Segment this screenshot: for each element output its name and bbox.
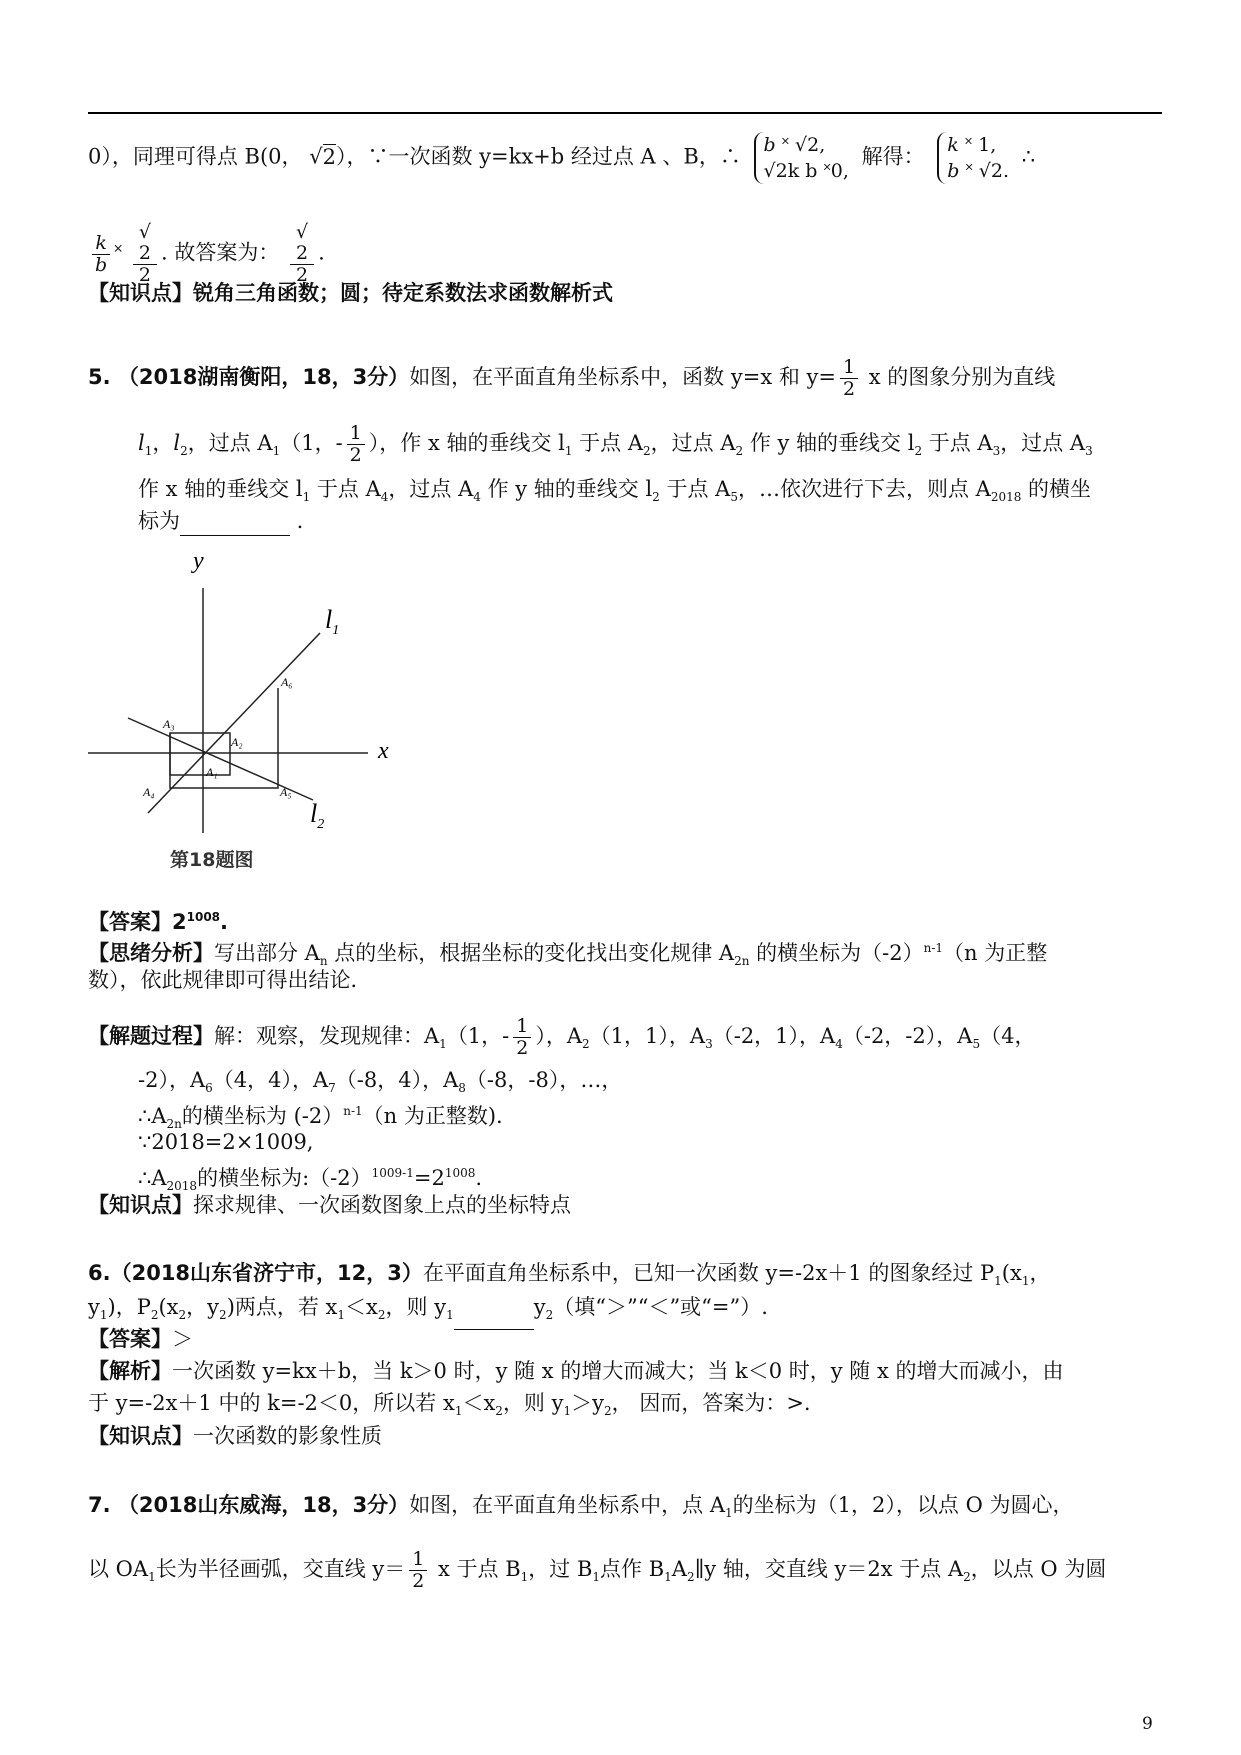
q5-line-3: 作 x 轴的垂线交 $l_1$ 于点 $A_4$，过点 $A_4$ 作 y 轴的垂线交 $l_2$ 于点 $A_5$，…依次进行下去，则点 $A_{2018}$ 的横坐 xyxy=(138,477,1092,505)
q5-figure xyxy=(88,548,398,878)
q5-line-4: 标为 . xyxy=(138,506,303,536)
q5-answer: 【答案】$2^{1008}$. xyxy=(88,910,229,934)
text: . 故答案为： xyxy=(160,240,280,265)
sqrt-value: 2 xyxy=(322,144,336,169)
label-a1: A₁ xyxy=(206,765,218,779)
fraction-k-b: $\frac{k}{b}$ xyxy=(92,233,110,276)
label-l1: $l_1$ xyxy=(325,605,340,638)
q6-explanation-2: 于 y=-2x＋1 中的 k=-2＜0，所以若 $x_1<x_2$，则 $y_1>y_2$， 因而，答案为：>. xyxy=(88,1391,811,1419)
question-heading: 7. （2018山东威海，18，3分） xyxy=(88,1493,410,1517)
coordinate-diagram xyxy=(88,548,398,878)
cont-knowledge-point: 【知识点】锐角三角函数；圆；待定系数法求函数解析式 xyxy=(88,281,613,305)
q7-line-1: 7. （2018山东威海，18，3分）如图，在平面直角坐标系中，点 $A_1$的坐标为（1，2），以点 O 为圆心， xyxy=(88,1493,1074,1521)
answer-blank[interactable] xyxy=(180,535,290,536)
q6-line-1: 6.（2018山东省济宁市，12，3）在平面直角坐标系中，已知一次函数 y=-2x＋1 的图象经过 $P_1(x_1$， xyxy=(88,1261,1051,1289)
q5-solution-5: $\therefore A_{2018}$的横坐标为$:(-2)^{1009-1}=2^{1008}$. xyxy=(138,1166,483,1194)
q6-answer: 【答案】＞ xyxy=(88,1327,193,1351)
text: 0），同理可得点 B(0， xyxy=(88,144,310,169)
equation-system-1: b ˟ √2, √2k b ˟0, xyxy=(754,132,849,184)
figure-caption: 第18题图 xyxy=(170,849,254,871)
label-y: y xyxy=(193,548,204,574)
q5-solution-3: $\therefore A_{2n}$的横坐标为 (-2）$^{n-1}$（n 为正整数). xyxy=(138,1104,503,1132)
text: 解得： xyxy=(861,144,925,169)
fraction-sqrt2-2: √ 2 2 xyxy=(133,222,157,286)
q5-line-1: 5. （2018湖南衡阳，18，3分）如图，在平面直角坐标系中，函数 y=x 和 y= $\frac{1}{2}$ x 的图象分别为直线 xyxy=(88,356,1056,400)
question-heading: 5. （2018湖南衡阳，18，3分） xyxy=(88,365,410,389)
square-a2-a3 xyxy=(170,733,230,775)
q5-line-2: $l_1$，$l_2$，过点 $A_1(1$，- $\frac{1}{2}$ ），作 x 轴的垂线交 $l_1$ 于点 $A_2$，过点 $A_2$ 作 y 轴的垂线交 $l_2$ 于点 $A_3$，过点 $A_3$ xyxy=(138,422,1093,466)
q5-knowledge-point: 【知识点】探求规律、一次函数图象上点的坐标特点 xyxy=(88,1193,571,1217)
question-heading: 6.（2018山东省济宁市，12，3） xyxy=(88,1261,423,1285)
label-a3: A₃ xyxy=(163,717,175,731)
q7-line-2: 以 $OA_1$长为半径画弧，交直线 y＝ $\frac{1}{2}$ x 于点 $B_1$，过 $B_1$点作 $B_1A_2\parallel y$ 轴，交直线 y＝2x 于点 $A_2$，以点 O 为圆 xyxy=(88,1548,1107,1592)
q6-line-2: $y_1$)，$P_2(x_2$，$y_2$)两点，若 $x_1<x_2$，则 $y_1$ $y_2$（填“＞”“＜”或“=”）. xyxy=(88,1292,768,1330)
label-l2: $l_2$ xyxy=(310,799,325,832)
answer-blank[interactable] xyxy=(454,1329,534,1330)
fraction-answer: √ 2 2 xyxy=(290,222,314,286)
text: ∴ xyxy=(1021,144,1036,169)
label-a4: A₄ xyxy=(143,785,155,799)
label-a2: A₂ xyxy=(231,735,243,749)
q5-analysis-1: 【思绪分析】写出部分 $A_n$ 点的坐标，根据坐标的变化找出变化规律 $A_{2n}$ 的横坐标为$(-2)^{n-1}(n$ 为正整 xyxy=(88,941,1048,969)
q5-solution-2: -2），$A_6(4$，4），$A_7(-8$，4），$A_8(-8$，-8），…， xyxy=(138,1068,623,1096)
text: ），∵一次函数 y=kx+b 经过点 A 、B，∴ xyxy=(335,144,741,169)
q6-knowledge-point: 【知识点】一次函数的影象性质 xyxy=(88,1424,382,1448)
page-number: 9 xyxy=(1142,1714,1153,1734)
label-a5: A₅ xyxy=(280,785,292,799)
label-a6: A₆ xyxy=(281,675,293,689)
q5-solution-4: ∵2018=2×1009, xyxy=(138,1130,314,1154)
q6-explanation-1: 【解析】一次函数 y=kx＋b，当 k＞0 时，y 随 x 的增大而减大；当 k＜0 时，y 随 x 的增大而减小，由 xyxy=(88,1359,1064,1383)
cont-line-1: 0），同理可得点 B(0， √2），∵一次函数 y=kx+b 经过点 A 、B，∴ b ˟ √2, √2k b ˟0, 解得： k ˟ 1, b ˟ √2. ∴ xyxy=(88,134,1036,182)
q5-solution-1: 【解题过程】解：观察，发现规律：$A_1(1$，- $\frac{1}{2}$ ），$A_2(1$，1），$A_3(-2$，1），$A_4(-2$，-2），$A_5(4$， xyxy=(88,1015,1036,1059)
q5-analysis-2: 数），依此规律即可得出结论． xyxy=(88,968,372,992)
equation-system-2: k ˟ 1, b ˟ √2. xyxy=(937,132,1009,184)
header-rule xyxy=(88,112,1162,114)
label-x: x xyxy=(378,738,389,764)
cont-line-2: $\frac{k}{b}$ ˟ √ 2 2 . 故答案为： √ 2 2 . xyxy=(88,222,325,286)
